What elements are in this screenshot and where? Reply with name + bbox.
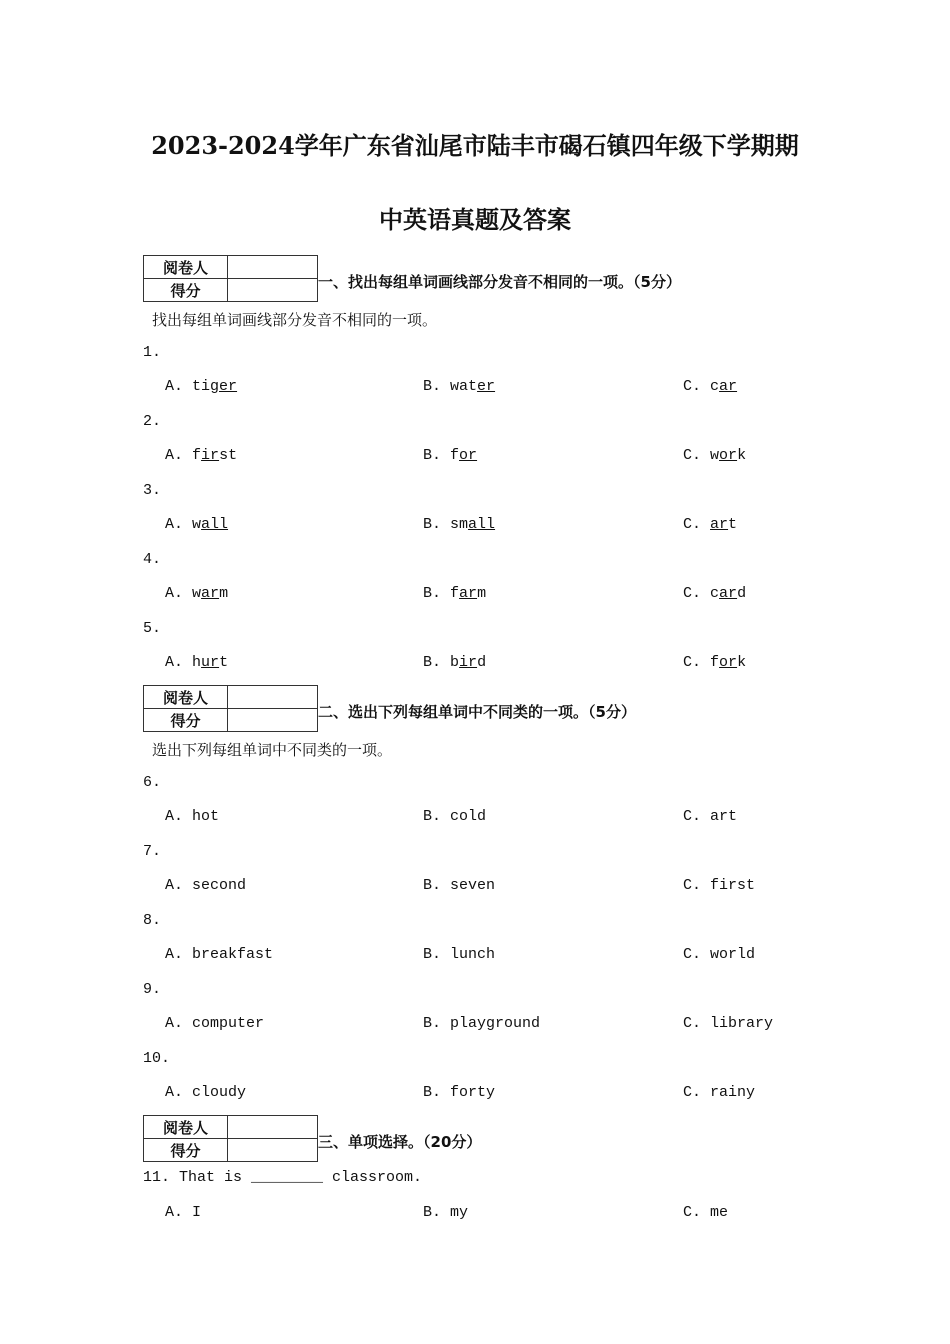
answer-option (683, 654, 746, 671)
option-word-start: hot (192, 808, 220, 825)
option-letter: A. (165, 946, 184, 963)
option-letter: B. (423, 378, 442, 395)
option-word-end: d (737, 585, 747, 602)
score-table (143, 255, 318, 302)
answer-option (423, 654, 486, 671)
option-underlined-part: ar (201, 585, 220, 602)
option-letter: A. (165, 877, 184, 894)
answer-option (165, 877, 246, 894)
option-underlined-part: ger (210, 378, 238, 395)
option-word-end: t (219, 654, 229, 671)
option-word-start: forty (450, 1084, 496, 1101)
option-letter: B. (423, 808, 442, 825)
option-word-start: c (710, 585, 720, 602)
answer-option (683, 946, 755, 963)
answer-option (683, 877, 755, 894)
option-letter: C. (683, 516, 702, 533)
option-word-start: first (710, 877, 756, 894)
option-letter: A. (165, 378, 184, 395)
score-cell (228, 256, 318, 279)
option-word-start: f (710, 654, 720, 671)
option-word-end: m (477, 585, 487, 602)
answer-option (165, 585, 228, 602)
question-number: 2. (143, 412, 162, 430)
answer-option (165, 946, 273, 963)
option-letter: B. (423, 946, 442, 963)
answer-option (165, 1204, 201, 1221)
option-underlined-part: or (719, 447, 738, 464)
answer-option (165, 808, 219, 825)
option-word-start: wat (450, 378, 478, 395)
option-word-start: rainy (710, 1084, 756, 1101)
option-word-start: ti (192, 378, 211, 395)
title-line-2: 中英语真题及答案 (379, 205, 571, 234)
option-word-end: k (737, 654, 747, 671)
question-number: 4. (143, 550, 162, 568)
option-letter: A. (165, 516, 184, 533)
option-word-start: cold (450, 808, 487, 825)
option-word-start: second (192, 877, 247, 894)
option-letter: C. (683, 1084, 702, 1101)
option-letter: A. (165, 585, 184, 602)
option-letter: A. (165, 654, 184, 671)
answer-option (683, 516, 737, 533)
option-letter: C. (683, 946, 702, 963)
answer-option (423, 1015, 540, 1032)
option-word-start: cloudy (192, 1084, 247, 1101)
answer-option (165, 378, 237, 395)
option-letter: A. (165, 1015, 184, 1032)
option-underlined-part: or (719, 654, 738, 671)
answer-option (683, 808, 737, 825)
option-letter: A. (165, 808, 184, 825)
answer-option (423, 516, 495, 533)
option-letter: C. (683, 654, 702, 671)
option-word-start: world (710, 946, 756, 963)
score-label: 阅卷人 (144, 686, 228, 709)
option-word-start: w (192, 516, 202, 533)
option-word-start: breakfast (192, 946, 274, 963)
option-underlined-part: ar (719, 585, 738, 602)
score-table (143, 685, 318, 732)
score-label: 得分 (144, 1139, 228, 1162)
answer-option (683, 585, 746, 602)
question-number: 5. (143, 619, 162, 637)
option-letter: C. (683, 447, 702, 464)
option-letter: B. (423, 1203, 442, 1221)
option-word-start: art (710, 808, 738, 825)
answer-option (683, 1204, 728, 1221)
option-word-end: t (728, 516, 738, 533)
section-heading: 三、单项选择。（20分） (318, 1133, 482, 1151)
answer-option (423, 378, 495, 395)
option-underlined-part: all (201, 516, 229, 533)
option-word-start: h (192, 654, 202, 671)
option-word-start: my (450, 1203, 469, 1221)
option-word-end: st (219, 447, 238, 464)
section-instruction: 选出下列每组单词中不同类的一项。 (152, 741, 393, 759)
option-word-start: w (710, 447, 720, 464)
question-number: 11. That is ________ classroom. (143, 1169, 423, 1186)
score-label: 得分 (144, 709, 228, 732)
option-underlined-part: all (468, 516, 496, 533)
option-underlined-part: ir (201, 447, 220, 464)
option-letter: C. (683, 1203, 702, 1221)
question-number: 9. (143, 980, 162, 998)
option-word-end: d (477, 654, 487, 671)
answer-option (165, 447, 237, 464)
option-underlined-part: er (477, 378, 496, 395)
option-word-start: w (192, 585, 202, 602)
score-label: 阅卷人 (144, 1116, 228, 1139)
score-cell (228, 279, 318, 302)
question-number: 8. (143, 911, 162, 929)
option-underlined-part: or (459, 447, 478, 464)
answer-option (423, 585, 486, 602)
option-word-start: library (710, 1015, 774, 1032)
question-number: 10. (143, 1049, 171, 1067)
option-letter: B. (423, 1015, 442, 1032)
option-letter: B. (423, 516, 442, 533)
option-word-start: seven (450, 877, 496, 894)
section-heading: 一、找出每组单词画线部分发音不相同的一项。（5分） (318, 273, 681, 291)
option-letter: B. (423, 654, 442, 671)
option-word-start: f (192, 447, 202, 464)
option-letter: A. (165, 447, 184, 464)
score-cell (228, 686, 318, 709)
answer-option (423, 1204, 468, 1221)
answer-option (683, 1084, 755, 1101)
question-number: 7. (143, 842, 162, 860)
answer-option (165, 654, 228, 671)
option-letter: C. (683, 877, 702, 894)
option-word-start: I (192, 1203, 202, 1221)
answer-option (423, 447, 477, 464)
option-word-start: c (710, 378, 720, 395)
section-heading: 二、选出下列每组单词中不同类的一项。（5分） (318, 703, 636, 721)
option-letter: C. (683, 585, 702, 602)
option-letter: A. (165, 1203, 184, 1221)
score-cell (228, 1116, 318, 1139)
answer-option (423, 808, 486, 825)
option-letter: C. (683, 808, 702, 825)
option-word-start: me (710, 1203, 729, 1221)
answer-option (683, 378, 737, 395)
option-word-start: b (450, 654, 460, 671)
score-cell (228, 709, 318, 732)
option-letter: B. (423, 447, 442, 464)
title-line-1: 2023-2024学年广东省汕尾市陆丰市碣石镇四年级下学期期 (151, 131, 799, 160)
answer-option (165, 1015, 264, 1032)
option-underlined-part: ir (459, 654, 478, 671)
option-word-end: m (219, 585, 229, 602)
option-underlined-part: ur (201, 654, 220, 671)
section-instruction: 找出每组单词画线部分发音不相同的一项。 (152, 311, 438, 329)
option-word-start: computer (192, 1015, 265, 1032)
answer-option (423, 946, 495, 963)
option-letter: B. (423, 1084, 442, 1101)
option-letter: B. (423, 877, 442, 894)
answer-option (165, 1084, 246, 1101)
answer-option (165, 516, 228, 533)
score-cell (228, 1139, 318, 1162)
score-label: 阅卷人 (144, 256, 228, 279)
option-underlined-part: ar (710, 516, 729, 533)
option-word-start: lunch (450, 946, 496, 963)
option-word-start: f (450, 447, 460, 464)
answer-option (423, 877, 495, 894)
option-letter: B. (423, 585, 442, 602)
option-underlined-part: ar (459, 585, 478, 602)
option-letter: C. (683, 378, 702, 395)
score-label: 得分 (144, 279, 228, 302)
answer-option (683, 447, 746, 464)
option-word-start: playground (450, 1015, 541, 1032)
option-word-end: k (737, 447, 747, 464)
option-letter: A. (165, 1084, 184, 1101)
option-word-start: sm (450, 516, 469, 533)
question-number: 1. (143, 343, 162, 361)
score-table (143, 1115, 318, 1162)
option-word-start: f (450, 585, 460, 602)
option-letter: C. (683, 1015, 702, 1032)
question-number: 3. (143, 481, 162, 499)
answer-option (683, 1015, 773, 1032)
option-underlined-part: ar (719, 378, 738, 395)
question-number: 6. (143, 773, 162, 791)
answer-option (423, 1084, 495, 1101)
